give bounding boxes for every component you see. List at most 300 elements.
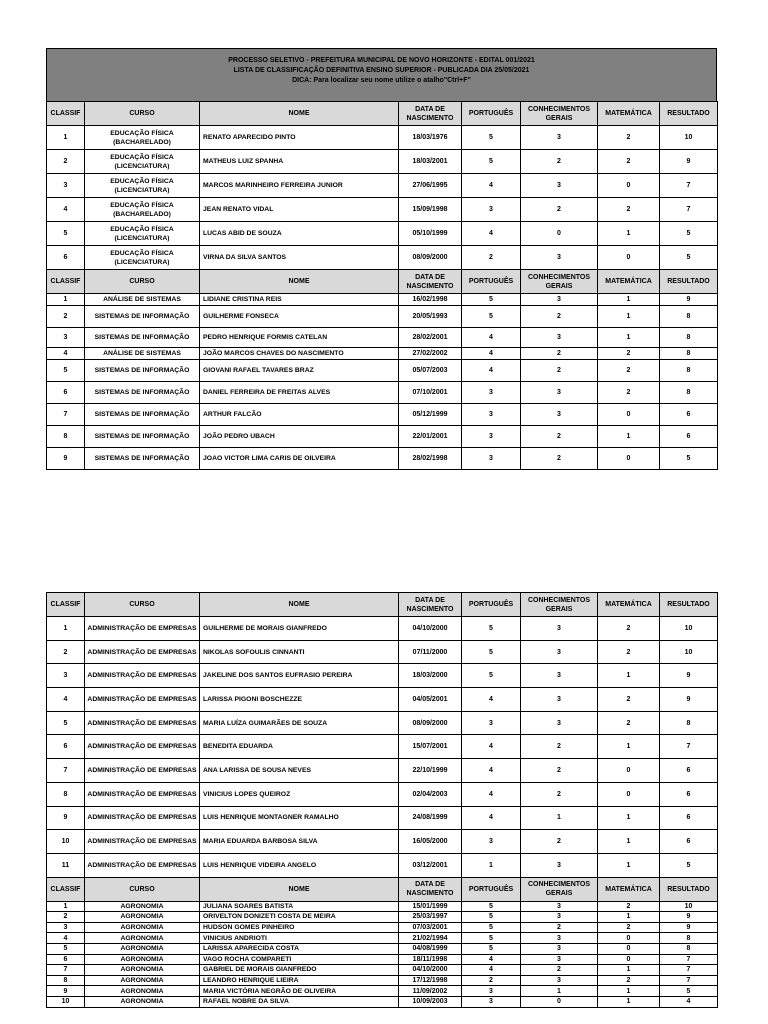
cell-portugues: 5 bbox=[462, 901, 521, 912]
cell-resultado: 6 bbox=[660, 782, 718, 806]
column-header-conhecimentos-gerais: CONHECIMENTOS GERAIS bbox=[521, 877, 598, 901]
cell-curso: ANÁLISE DE SISTEMAS bbox=[85, 348, 200, 360]
cell-matematica: 0 bbox=[598, 174, 660, 198]
cell-conhecimentos-gerais: 2 bbox=[521, 150, 598, 174]
cell-nome: GUILHERME DE MORAIS GIANFREDO bbox=[200, 617, 399, 641]
cell-curso: AGRONOMIA bbox=[85, 954, 200, 965]
cell-matematica: 0 bbox=[598, 782, 660, 806]
column-header-conhecimentos-gerais: CONHECIMENTOS GERAIS bbox=[521, 102, 598, 126]
cell-curso: EDUCAÇÃO FÍSICA (LICENCIATURA) bbox=[85, 174, 200, 198]
table-row bbox=[47, 688, 718, 712]
cell-data-nascimento: 04/05/2001 bbox=[399, 688, 462, 712]
table-row bbox=[47, 198, 718, 222]
cell-curso: AGRONOMIA bbox=[85, 943, 200, 954]
cell-nome: MARIA LUÍZA GUIMARÃES DE SOUZA bbox=[200, 711, 399, 735]
table-row bbox=[47, 759, 718, 783]
cell-classif: 3 bbox=[47, 174, 85, 198]
cell-classif: 2 bbox=[47, 306, 85, 328]
cell-classif: 10 bbox=[47, 996, 85, 1007]
table-row bbox=[47, 640, 718, 664]
cell-nome: JEAN RENATO VIDAL bbox=[200, 198, 399, 222]
cell-portugues: 5 bbox=[462, 640, 521, 664]
cell-nome: DANIEL FERREIRA DE FREITAS ALVES bbox=[200, 382, 399, 404]
column-header-classif: CLASSIF bbox=[47, 270, 85, 294]
cell-curso: ADMINISTRAÇÃO DE EMPRESAS bbox=[85, 759, 200, 783]
cell-data-nascimento: 15/01/1999 bbox=[399, 901, 462, 912]
cell-resultado: 5 bbox=[660, 448, 718, 470]
cell-conhecimentos-gerais: 0 bbox=[521, 996, 598, 1007]
cell-portugues: 5 bbox=[462, 126, 521, 150]
cell-portugues: 4 bbox=[462, 806, 521, 830]
cell-resultado: 10 bbox=[660, 617, 718, 641]
cell-resultado: 8 bbox=[660, 306, 718, 328]
column-header-resultado: RESULTADO bbox=[660, 270, 718, 294]
cell-matematica: 2 bbox=[598, 150, 660, 174]
cell-data-nascimento: 18/03/2000 bbox=[399, 664, 462, 688]
table-row bbox=[47, 922, 718, 933]
cell-nome: VINICIUS ANDRIOTI bbox=[200, 933, 399, 944]
header-subtitle: LISTA DE CLASSIFICAÇÃO DEFINITIVA ENSINO SUPERIOR - PUBLICADA DIA 25/05/2021 bbox=[233, 67, 530, 74]
cell-portugues: 4 bbox=[462, 735, 521, 759]
cell-resultado: 8 bbox=[660, 933, 718, 944]
table-row bbox=[47, 664, 718, 688]
column-header-resultado: RESULTADO bbox=[660, 593, 718, 617]
cell-curso: SISTEMAS DE INFORMAÇÃO bbox=[85, 404, 200, 426]
cell-conhecimentos-gerais: 3 bbox=[521, 975, 598, 986]
column-header-data-nascimento: DATA DE NASCIMENTO bbox=[399, 593, 462, 617]
cell-matematica: 0 bbox=[598, 954, 660, 965]
table-row bbox=[47, 954, 718, 965]
cell-nome: ANA LARISSA DE SOUSA NEVES bbox=[200, 759, 399, 783]
document-header bbox=[46, 48, 717, 101]
cell-resultado: 9 bbox=[660, 294, 718, 306]
cell-matematica: 2 bbox=[598, 688, 660, 712]
column-header-curso: CURSO bbox=[85, 270, 200, 294]
cell-resultado: 9 bbox=[660, 150, 718, 174]
cell-data-nascimento: 04/08/1999 bbox=[399, 943, 462, 954]
cell-resultado: 8 bbox=[660, 348, 718, 360]
cell-matematica: 0 bbox=[598, 404, 660, 426]
cell-curso: AGRONOMIA bbox=[85, 986, 200, 997]
table-row bbox=[47, 853, 718, 877]
column-header-data-nascimento: DATA DE NASCIMENTO bbox=[399, 102, 462, 126]
cell-matematica: 2 bbox=[598, 901, 660, 912]
cell-classif: 9 bbox=[47, 986, 85, 997]
table-row bbox=[47, 294, 718, 306]
cell-matematica: 2 bbox=[598, 711, 660, 735]
cell-data-nascimento: 28/02/2001 bbox=[399, 328, 462, 348]
cell-resultado: 10 bbox=[660, 901, 718, 912]
cell-classif: 5 bbox=[47, 711, 85, 735]
cell-matematica: 0 bbox=[598, 933, 660, 944]
cell-nome: JULIANA SOARES BATISTA bbox=[200, 901, 399, 912]
cell-nome: MARIA VICTÓRIA NEGRÃO DE OLIVEIRA bbox=[200, 986, 399, 997]
cell-conhecimentos-gerais: 3 bbox=[521, 382, 598, 404]
cell-matematica: 1 bbox=[598, 853, 660, 877]
cell-resultado: 8 bbox=[660, 360, 718, 382]
cell-nome: GABRIEL DE MORAIS GIANFREDO bbox=[200, 965, 399, 976]
cell-curso: EDUCAÇÃO FÍSICA (LICENCIATURA) bbox=[85, 246, 200, 270]
cell-curso: EDUCAÇÃO FÍSICA (LICENCIATURA) bbox=[85, 150, 200, 174]
cell-portugues: 5 bbox=[462, 150, 521, 174]
cell-conhecimentos-gerais: 3 bbox=[521, 126, 598, 150]
cell-resultado: 10 bbox=[660, 640, 718, 664]
cell-resultado: 5 bbox=[660, 853, 718, 877]
cell-nome: MARCOS MARINHEIRO FERREIRA JUNIOR bbox=[200, 174, 399, 198]
cell-conhecimentos-gerais: 1 bbox=[521, 806, 598, 830]
cell-matematica: 2 bbox=[598, 617, 660, 641]
cell-conhecimentos-gerais: 2 bbox=[521, 348, 598, 360]
cell-data-nascimento: 20/05/1993 bbox=[399, 306, 462, 328]
cell-classif: 7 bbox=[47, 965, 85, 976]
cell-matematica: 1 bbox=[598, 806, 660, 830]
cell-classif: 4 bbox=[47, 348, 85, 360]
cell-conhecimentos-gerais: 1 bbox=[521, 986, 598, 997]
cell-conhecimentos-gerais: 3 bbox=[521, 853, 598, 877]
cell-portugues: 5 bbox=[462, 912, 521, 923]
cell-matematica: 0 bbox=[598, 943, 660, 954]
column-header-curso: CURSO bbox=[85, 877, 200, 901]
column-header-resultado: RESULTADO bbox=[660, 102, 718, 126]
cell-resultado: 8 bbox=[660, 711, 718, 735]
column-header-portugues: PORTUGUÊS bbox=[462, 270, 521, 294]
cell-curso: ADMINISTRAÇÃO DE EMPRESAS bbox=[85, 688, 200, 712]
cell-resultado: 4 bbox=[660, 996, 718, 1007]
column-header-portugues: PORTUGUÊS bbox=[462, 593, 521, 617]
cell-nome: HUDSON GOMES PINHEIRO bbox=[200, 922, 399, 933]
column-header-matematica: MATEMÁTICA bbox=[598, 102, 660, 126]
column-header-data-nascimento: DATA DE NASCIMENTO bbox=[399, 877, 462, 901]
cell-conhecimentos-gerais: 3 bbox=[521, 294, 598, 306]
cell-conhecimentos-gerais: 3 bbox=[521, 617, 598, 641]
cell-conhecimentos-gerais: 3 bbox=[521, 688, 598, 712]
cell-portugues: 4 bbox=[462, 328, 521, 348]
table-header-row bbox=[47, 593, 718, 617]
cell-matematica: 2 bbox=[598, 198, 660, 222]
cell-matematica: 1 bbox=[598, 294, 660, 306]
cell-classif: 2 bbox=[47, 150, 85, 174]
cell-portugues: 4 bbox=[462, 348, 521, 360]
cell-resultado: 7 bbox=[660, 954, 718, 965]
cell-data-nascimento: 22/01/2001 bbox=[399, 426, 462, 448]
cell-curso: SISTEMAS DE INFORMAÇÃO bbox=[85, 448, 200, 470]
cell-data-nascimento: 15/07/2001 bbox=[399, 735, 462, 759]
column-header-portugues: PORTUGUÊS bbox=[462, 102, 521, 126]
classification-sheet-1 bbox=[46, 48, 717, 470]
cell-portugues: 3 bbox=[462, 198, 521, 222]
table-row bbox=[47, 174, 718, 198]
cell-portugues: 4 bbox=[462, 688, 521, 712]
cell-matematica: 2 bbox=[598, 382, 660, 404]
cell-portugues: 3 bbox=[462, 830, 521, 854]
cell-resultado: 7 bbox=[660, 975, 718, 986]
table-row bbox=[47, 150, 718, 174]
cell-conhecimentos-gerais: 3 bbox=[521, 640, 598, 664]
cell-resultado: 9 bbox=[660, 664, 718, 688]
column-header-nome: NOME bbox=[200, 102, 399, 126]
cell-resultado: 6 bbox=[660, 830, 718, 854]
table-row bbox=[47, 996, 718, 1007]
cell-conhecimentos-gerais: 2 bbox=[521, 306, 598, 328]
cell-portugues: 3 bbox=[462, 404, 521, 426]
cell-matematica: 0 bbox=[598, 246, 660, 270]
table-row bbox=[47, 448, 718, 470]
cell-matematica: 1 bbox=[598, 735, 660, 759]
cell-portugues: 4 bbox=[462, 360, 521, 382]
cell-classif: 6 bbox=[47, 954, 85, 965]
cell-curso: SISTEMAS DE INFORMAÇÃO bbox=[85, 382, 200, 404]
cell-classif: 4 bbox=[47, 933, 85, 944]
cell-matematica: 2 bbox=[598, 975, 660, 986]
cell-matematica: 0 bbox=[598, 448, 660, 470]
results-table-group-2 bbox=[46, 592, 718, 1008]
cell-curso: SISTEMAS DE INFORMAÇÃO bbox=[85, 306, 200, 328]
column-header-classif: CLASSIF bbox=[47, 593, 85, 617]
cell-classif: 4 bbox=[47, 198, 85, 222]
cell-nome: JOÃO MARCOS CHAVES DO NASCIMENTO bbox=[200, 348, 399, 360]
cell-data-nascimento: 27/02/2002 bbox=[399, 348, 462, 360]
column-header-conhecimentos-gerais: CONHECIMENTOS GERAIS bbox=[521, 270, 598, 294]
cell-curso: AGRONOMIA bbox=[85, 975, 200, 986]
cell-matematica: 2 bbox=[598, 360, 660, 382]
cell-conhecimentos-gerais: 2 bbox=[521, 759, 598, 783]
cell-resultado: 6 bbox=[660, 426, 718, 448]
cell-classif: 8 bbox=[47, 975, 85, 986]
cell-portugues: 4 bbox=[462, 759, 521, 783]
cell-nome: GUILHERME FONSECA bbox=[200, 306, 399, 328]
cell-data-nascimento: 10/09/2003 bbox=[399, 996, 462, 1007]
cell-nome: LARISSA PIGONI BOSCHEZZE bbox=[200, 688, 399, 712]
cell-curso: ADMINISTRAÇÃO DE EMPRESAS bbox=[85, 617, 200, 641]
cell-matematica: 1 bbox=[598, 664, 660, 688]
cell-conhecimentos-gerais: 3 bbox=[521, 901, 598, 912]
cell-resultado: 6 bbox=[660, 806, 718, 830]
cell-classif: 8 bbox=[47, 782, 85, 806]
table-row bbox=[47, 830, 718, 854]
cell-classif: 7 bbox=[47, 759, 85, 783]
cell-curso: EDUCAÇÃO FÍSICA (BACHARELADO) bbox=[85, 198, 200, 222]
cell-resultado: 5 bbox=[660, 986, 718, 997]
cell-nome: RAFAEL NOBRE DA SILVA bbox=[200, 996, 399, 1007]
cell-data-nascimento: 04/10/2000 bbox=[399, 617, 462, 641]
cell-data-nascimento: 27/06/1995 bbox=[399, 174, 462, 198]
table-row bbox=[47, 986, 718, 997]
cell-portugues: 3 bbox=[462, 986, 521, 997]
table-row bbox=[47, 711, 718, 735]
cell-portugues: 4 bbox=[462, 965, 521, 976]
table-header-row bbox=[47, 877, 718, 901]
cell-portugues: 5 bbox=[462, 933, 521, 944]
column-header-matematica: MATEMÁTICA bbox=[598, 877, 660, 901]
cell-nome: VIRNA DA SILVA SANTOS bbox=[200, 246, 399, 270]
cell-curso: ADMINISTRAÇÃO DE EMPRESAS bbox=[85, 853, 200, 877]
cell-classif: 11 bbox=[47, 853, 85, 877]
cell-curso: ADMINISTRAÇÃO DE EMPRESAS bbox=[85, 735, 200, 759]
cell-data-nascimento: 15/09/1998 bbox=[399, 198, 462, 222]
cell-classif: 9 bbox=[47, 806, 85, 830]
cell-classif: 6 bbox=[47, 735, 85, 759]
column-header-curso: CURSO bbox=[85, 102, 200, 126]
cell-conhecimentos-gerais: 3 bbox=[521, 912, 598, 923]
cell-classif: 3 bbox=[47, 664, 85, 688]
cell-matematica: 1 bbox=[598, 986, 660, 997]
cell-data-nascimento: 21/02/1994 bbox=[399, 933, 462, 944]
cell-data-nascimento: 07/11/2000 bbox=[399, 640, 462, 664]
cell-curso: AGRONOMIA bbox=[85, 965, 200, 976]
cell-data-nascimento: 02/04/2003 bbox=[399, 782, 462, 806]
cell-matematica: 1 bbox=[598, 306, 660, 328]
table-row bbox=[47, 404, 718, 426]
cell-curso: ADMINISTRAÇÃO DE EMPRESAS bbox=[85, 640, 200, 664]
cell-nome: LUIS HENRIQUE VIDEIRA ANGELO bbox=[200, 853, 399, 877]
cell-curso: AGRONOMIA bbox=[85, 901, 200, 912]
cell-curso: AGRONOMIA bbox=[85, 922, 200, 933]
cell-portugues: 4 bbox=[462, 222, 521, 246]
cell-matematica: 2 bbox=[598, 126, 660, 150]
cell-data-nascimento: 18/11/1998 bbox=[399, 954, 462, 965]
column-header-conhecimentos-gerais: CONHECIMENTOS GERAIS bbox=[521, 593, 598, 617]
table-row bbox=[47, 975, 718, 986]
cell-curso: EDUCAÇÃO FÍSICA (LICENCIATURA) bbox=[85, 222, 200, 246]
cell-classif: 1 bbox=[47, 617, 85, 641]
cell-classif: 1 bbox=[47, 294, 85, 306]
cell-data-nascimento: 07/03/2001 bbox=[399, 922, 462, 933]
cell-resultado: 10 bbox=[660, 126, 718, 150]
cell-nome: RENATO APARECIDO PINTO bbox=[200, 126, 399, 150]
cell-curso: ANÁLISE DE SISTEMAS bbox=[85, 294, 200, 306]
cell-resultado: 7 bbox=[660, 735, 718, 759]
cell-resultado: 7 bbox=[660, 965, 718, 976]
cell-portugues: 5 bbox=[462, 294, 521, 306]
cell-conhecimentos-gerais: 3 bbox=[521, 174, 598, 198]
cell-matematica: 2 bbox=[598, 348, 660, 360]
cell-nome: MATHEUS LUIZ SPANHA bbox=[200, 150, 399, 174]
header-title: PROCESSO SELETIVO - PREFEITURA MUNICIPAL DE NOVO HORIZONTE - EDITAL 001/2021 bbox=[228, 57, 535, 64]
cell-resultado: 9 bbox=[660, 688, 718, 712]
cell-resultado: 6 bbox=[660, 404, 718, 426]
cell-classif: 3 bbox=[47, 328, 85, 348]
cell-portugues: 5 bbox=[462, 943, 521, 954]
cell-portugues: 3 bbox=[462, 711, 521, 735]
cell-conhecimentos-gerais: 2 bbox=[521, 965, 598, 976]
table-row bbox=[47, 912, 718, 923]
cell-curso: ADMINISTRAÇÃO DE EMPRESAS bbox=[85, 664, 200, 688]
cell-nome: VINICIUS LOPES QUEIROZ bbox=[200, 782, 399, 806]
column-header-classif: CLASSIF bbox=[47, 877, 85, 901]
cell-data-nascimento: 03/12/2001 bbox=[399, 853, 462, 877]
cell-data-nascimento: 16/02/1998 bbox=[399, 294, 462, 306]
cell-conhecimentos-gerais: 2 bbox=[521, 922, 598, 933]
cell-classif: 4 bbox=[47, 688, 85, 712]
cell-curso: AGRONOMIA bbox=[85, 912, 200, 923]
cell-curso: ADMINISTRAÇÃO DE EMPRESAS bbox=[85, 830, 200, 854]
cell-classif: 5 bbox=[47, 360, 85, 382]
cell-portugues: 3 bbox=[462, 996, 521, 1007]
cell-classif: 6 bbox=[47, 382, 85, 404]
cell-nome: LARISSA APARECIDA COSTA bbox=[200, 943, 399, 954]
cell-curso: AGRONOMIA bbox=[85, 996, 200, 1007]
cell-resultado: 7 bbox=[660, 174, 718, 198]
cell-nome: JOÃO PEDRO UBACH bbox=[200, 426, 399, 448]
cell-conhecimentos-gerais: 0 bbox=[521, 222, 598, 246]
cell-curso: ADMINISTRAÇÃO DE EMPRESAS bbox=[85, 711, 200, 735]
cell-conhecimentos-gerais: 2 bbox=[521, 426, 598, 448]
cell-resultado: 9 bbox=[660, 912, 718, 923]
cell-conhecimentos-gerais: 3 bbox=[521, 404, 598, 426]
cell-conhecimentos-gerais: 3 bbox=[521, 711, 598, 735]
table-row bbox=[47, 382, 718, 404]
cell-resultado: 7 bbox=[660, 198, 718, 222]
cell-nome: LUIS HENRIQUE MONTAGNER RAMALHO bbox=[200, 806, 399, 830]
cell-nome: MARIA EDUARDA BARBOSA SILVA bbox=[200, 830, 399, 854]
table-row bbox=[47, 735, 718, 759]
column-header-matematica: MATEMÁTICA bbox=[598, 593, 660, 617]
table-header-row bbox=[47, 270, 718, 294]
cell-curso: ADMINISTRAÇÃO DE EMPRESAS bbox=[85, 806, 200, 830]
cell-portugues: 3 bbox=[462, 426, 521, 448]
cell-portugues: 5 bbox=[462, 922, 521, 933]
header-tip: DICA: Para localizar seu nome utilize o atalho"Ctrl+F" bbox=[292, 77, 471, 84]
cell-curso: SISTEMAS DE INFORMAÇÃO bbox=[85, 328, 200, 348]
cell-classif: 9 bbox=[47, 448, 85, 470]
cell-classif: 1 bbox=[47, 126, 85, 150]
cell-portugues: 5 bbox=[462, 617, 521, 641]
cell-portugues: 4 bbox=[462, 174, 521, 198]
table-row bbox=[47, 328, 718, 348]
cell-classif: 5 bbox=[47, 943, 85, 954]
column-header-nome: NOME bbox=[200, 877, 399, 901]
table-row bbox=[47, 360, 718, 382]
cell-nome: NIKOLAS SOFOULIS CINNANTI bbox=[200, 640, 399, 664]
cell-nome: JAKELINE DOS SANTOS EUFRASIO PEREIRA bbox=[200, 664, 399, 688]
cell-matematica: 2 bbox=[598, 640, 660, 664]
cell-resultado: 8 bbox=[660, 382, 718, 404]
table-row bbox=[47, 617, 718, 641]
cell-nome: VAGO ROCHA COMPARETI bbox=[200, 954, 399, 965]
cell-conhecimentos-gerais: 2 bbox=[521, 448, 598, 470]
cell-portugues: 3 bbox=[462, 448, 521, 470]
table-row bbox=[47, 426, 718, 448]
cell-classif: 2 bbox=[47, 912, 85, 923]
cell-data-nascimento: 05/10/1999 bbox=[399, 222, 462, 246]
cell-classif: 5 bbox=[47, 222, 85, 246]
cell-conhecimentos-gerais: 3 bbox=[521, 954, 598, 965]
cell-classif: 8 bbox=[47, 426, 85, 448]
cell-portugues: 3 bbox=[462, 382, 521, 404]
cell-portugues: 1 bbox=[462, 853, 521, 877]
cell-conhecimentos-gerais: 2 bbox=[521, 782, 598, 806]
table-row bbox=[47, 126, 718, 150]
cell-portugues: 5 bbox=[462, 306, 521, 328]
table-row bbox=[47, 933, 718, 944]
table-row bbox=[47, 306, 718, 328]
cell-nome: ORIVELTON DONIZETI COSTA DE MEIRA bbox=[200, 912, 399, 923]
cell-data-nascimento: 22/10/1999 bbox=[399, 759, 462, 783]
cell-nome: GIOVANI RAFAEL TAVARES BRAZ bbox=[200, 360, 399, 382]
cell-classif: 7 bbox=[47, 404, 85, 426]
cell-matematica: 1 bbox=[598, 996, 660, 1007]
cell-conhecimentos-gerais: 3 bbox=[521, 943, 598, 954]
cell-data-nascimento: 16/05/2000 bbox=[399, 830, 462, 854]
cell-resultado: 8 bbox=[660, 943, 718, 954]
cell-nome: PEDRO HENRIQUE FORMIS CATELAN bbox=[200, 328, 399, 348]
table-row bbox=[47, 348, 718, 360]
cell-nome: BENEDITA EDUARDA bbox=[200, 735, 399, 759]
cell-nome: JOAO VICTOR LIMA CARIS DE OILVEIRA bbox=[200, 448, 399, 470]
cell-nome: LIDIANE CRISTINA REIS bbox=[200, 294, 399, 306]
table-row bbox=[47, 782, 718, 806]
cell-data-nascimento: 28/02/1998 bbox=[399, 448, 462, 470]
